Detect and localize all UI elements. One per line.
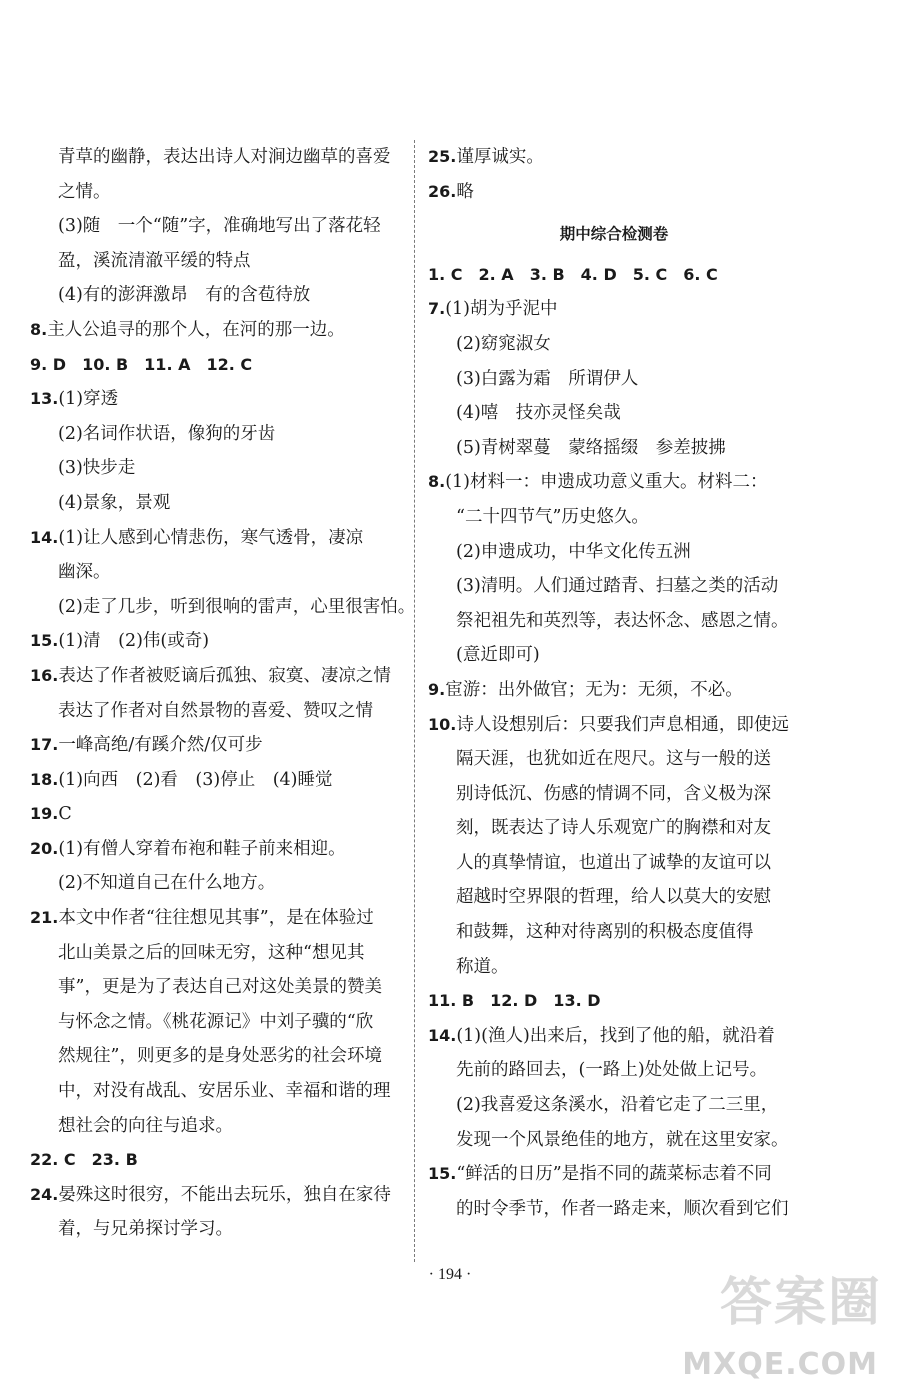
question-number: 8. xyxy=(428,472,446,492)
answer-line xyxy=(428,292,800,327)
answer-line xyxy=(30,244,410,279)
answer-text: “鲜活的日历”是指不同的蔬菜标志着不同 xyxy=(456,1164,772,1185)
answer-text: 一峰高绝/有蹊介然/仅可步 xyxy=(58,735,263,756)
answer-text: (2)窈窕淑女 xyxy=(456,333,551,354)
answer-text: (1)(渔人)出来后，找到了他的船，就沿着 xyxy=(456,1025,775,1046)
answer-text: 幽深。 xyxy=(58,562,111,583)
answer-text: 隔天涯，也犹如近在咫尺。这与一般的送 xyxy=(456,749,771,770)
answer-line xyxy=(30,1143,410,1178)
question-number: 17. xyxy=(30,735,59,755)
answer-line xyxy=(30,590,416,625)
answer-text: 别诗低沉、伤感的情调不同，含义极为深 xyxy=(456,783,771,804)
answer-line xyxy=(428,604,800,639)
answer-line xyxy=(428,915,800,950)
answer-line xyxy=(428,811,800,846)
question-number: 20. xyxy=(30,838,59,858)
answer-text: 青草的幽静，表达出诗人对涧边幽草的喜爱 xyxy=(58,147,391,167)
answer-line xyxy=(30,1109,410,1144)
answer-line xyxy=(30,659,410,694)
answer-text: 人的真挚情谊，也道出了诚挚的友谊可以 xyxy=(456,852,771,873)
answer-line xyxy=(30,140,410,175)
answer-line xyxy=(428,984,800,1019)
watermark-logo-text: 答案圈 xyxy=(719,1273,882,1333)
answer-line xyxy=(30,832,410,867)
left-column xyxy=(30,140,416,1247)
watermark-logo xyxy=(682,1264,882,1382)
answer-text: 谨厚诚实。 xyxy=(456,147,544,167)
answer-line xyxy=(428,673,800,708)
answer-text: 先前的路回去，(一路上)处处做上记号。 xyxy=(456,1060,768,1081)
answer-line xyxy=(30,348,410,383)
answer-line xyxy=(30,1212,410,1247)
answer-text: 22. C 23. B xyxy=(30,1150,138,1170)
answer-text: (4)有的澎湃激昂 有的含苞待放 xyxy=(58,285,311,306)
answer-text: 刻，既表达了诗人乐观宽广的胸襟和对友 xyxy=(456,818,771,839)
answer-text: 1. C 2. A 3. B 4. D 5. C 6. C xyxy=(428,264,718,284)
column-divider xyxy=(414,140,415,1262)
answer-text: (3)白露为霜 所谓伊人 xyxy=(456,368,639,389)
answer-line xyxy=(30,209,410,244)
answer-text: 想社会的向往与追求。 xyxy=(58,1115,233,1136)
question-number: 26. xyxy=(428,181,457,201)
answer-text: 之情。 xyxy=(58,181,111,202)
answer-text: 表达了作者对自然景物的喜爱、赞叹之情 xyxy=(58,700,373,721)
question-number: 7. xyxy=(428,299,446,319)
answer-line xyxy=(428,175,800,210)
question-number: 13. xyxy=(30,389,59,409)
answer-text: 宦游：出外做官；无为：无须，不必。 xyxy=(445,679,743,700)
answer-text: (3)清明。人们通过踏青、扫墓之类的活动 xyxy=(456,576,779,597)
answer-text: (1)向西 (2)看 (3)停止 (4)睡觉 xyxy=(58,769,333,790)
answer-text: (2)我喜爱这条溪水，沿着它走了二三里， xyxy=(456,1095,779,1116)
answer-line xyxy=(30,901,410,936)
answer-line xyxy=(30,555,410,590)
answer-line xyxy=(30,694,410,729)
question-number: 10. xyxy=(428,714,457,734)
answer-text: 与怀念之情。《桃花源记》中刘子骥的“欣 xyxy=(58,1011,374,1032)
answer-text: (4)景象，景观 xyxy=(58,492,171,513)
answer-line xyxy=(30,866,410,901)
answer-line xyxy=(428,950,800,985)
question-number: 9. xyxy=(428,679,446,699)
answer-text: 晏殊这时很穷，不能出去玩乐，独自在家待 xyxy=(58,1184,391,1205)
answer-text: 发现一个风景绝佳的地方，就在这里安家。 xyxy=(456,1129,789,1150)
answer-line xyxy=(30,970,410,1005)
answer-line xyxy=(428,535,800,570)
answer-text: 诗人设想别后：只要我们声息相通，即使远 xyxy=(456,714,789,735)
answer-line xyxy=(30,382,410,417)
answer-text: (意近即可) xyxy=(456,645,540,666)
answer-line xyxy=(30,1074,410,1109)
answer-text: (3)随 一个“随”字，准确地写出了落花轻 xyxy=(58,216,381,237)
answer-line xyxy=(428,1053,800,1088)
answer-line xyxy=(30,278,410,313)
answer-text: (4)嘻 技亦灵怪矣哉 xyxy=(456,403,621,424)
answer-text: (1)穿透 xyxy=(58,389,119,410)
answer-line xyxy=(428,140,800,175)
answer-text: (2)申遗成功，中华文化传五洲 xyxy=(456,541,691,562)
right-column-top xyxy=(428,140,800,209)
answer-line xyxy=(30,486,410,521)
answer-line xyxy=(428,327,800,362)
answer-line xyxy=(428,638,800,673)
answer-text: 事”，更是为了表达自己对这处美景的赞美 xyxy=(58,977,382,998)
answer-line xyxy=(428,569,800,604)
question-number: 24. xyxy=(30,1184,59,1204)
question-number: 14. xyxy=(428,1025,457,1045)
answer-line xyxy=(428,500,800,535)
answer-line xyxy=(428,846,800,881)
answer-line xyxy=(428,362,800,397)
answer-text: 和鼓舞，这种对待离别的积极态度值得 xyxy=(456,922,754,943)
watermark-url: MXQE.COM xyxy=(682,1347,878,1382)
page-number: · 194 · xyxy=(428,1266,472,1283)
answer-line xyxy=(30,1005,410,1040)
answer-text: 中，对没有战乱、安居乐业、幸福和谐的理 xyxy=(58,1081,391,1102)
answer-line xyxy=(428,1088,800,1123)
answer-line xyxy=(428,1157,800,1192)
question-number: 21. xyxy=(30,908,59,928)
answer-text: 11. B 12. D 13. D xyxy=(428,991,601,1011)
answer-text: 主人公追寻的那个人，在河的那一边。 xyxy=(47,319,345,340)
answer-text: C xyxy=(58,804,72,825)
answer-line xyxy=(428,1123,800,1158)
question-number: 25. xyxy=(428,147,457,166)
question-number: 15. xyxy=(30,631,59,651)
question-number: 16. xyxy=(30,665,59,685)
answer-line xyxy=(428,465,800,500)
answer-text: 着，与兄弟探讨学习。 xyxy=(58,1219,233,1240)
answer-line xyxy=(30,797,410,832)
answer-text: (5)青树翠蔓 蒙络摇缀 参差披拂 xyxy=(456,437,726,458)
answer-line xyxy=(30,175,410,210)
answer-line xyxy=(30,624,410,659)
answer-text: 盈，溪流清澈平缓的特点 xyxy=(58,250,251,271)
answer-line xyxy=(30,521,410,556)
answer-line xyxy=(30,1178,410,1213)
answer-text: 祭祀祖先和英烈等，表达怀念、感恩之情。 xyxy=(456,610,789,631)
answer-line xyxy=(428,396,800,431)
answer-text: 超越时空界限的哲理，给人以莫大的安慰 xyxy=(456,887,771,908)
answer-text: “二十四节气”历史悠久。 xyxy=(456,506,649,527)
answer-line xyxy=(428,258,800,293)
answer-text: 称道。 xyxy=(456,956,509,977)
answer-text: (1)让人感到心情悲伤，寒气透骨，凄凉 xyxy=(58,527,364,548)
answer-text: (1)有僧人穿着布袍和鞋子前来相迎。 xyxy=(58,838,346,859)
question-number: 14. xyxy=(30,527,59,547)
answer-line xyxy=(428,1019,800,1054)
answer-line xyxy=(30,417,410,452)
answer-line xyxy=(30,451,410,486)
question-number: 8. xyxy=(30,319,48,339)
question-number: 19. xyxy=(30,804,59,824)
right-column-main xyxy=(428,258,800,1227)
answer-text: 表达了作者被贬谪后孤独、寂寞、凄凉之情 xyxy=(58,665,391,686)
answer-text: (2)走了几步，听到很响的雷声，心里很害怕。 xyxy=(58,596,416,617)
answer-text: 然规往”，则更多的是身处恶劣的社会环境 xyxy=(58,1046,382,1067)
section-title: 期中综合检测卷 xyxy=(559,225,669,244)
answer-text: 北山美景之后的回味无穷，这种“想见其 xyxy=(58,942,365,963)
answer-line xyxy=(428,742,800,777)
question-number: 18. xyxy=(30,769,59,789)
answer-text: (2)名词作状语，像狗的牙齿 xyxy=(58,423,276,444)
question-number: 15. xyxy=(428,1164,457,1184)
answer-line xyxy=(428,777,800,812)
answer-text: 略 xyxy=(456,181,474,202)
answer-line xyxy=(30,936,410,971)
answer-line xyxy=(30,763,410,798)
answer-text: 9. D 10. B 11. A 12. C xyxy=(30,354,253,374)
answer-line xyxy=(428,880,800,915)
answer-line xyxy=(30,1039,410,1074)
answer-text: 的时令季节，作者一路走来，顺次看到它们 xyxy=(456,1198,789,1219)
answer-line xyxy=(30,313,410,348)
answer-text: 本文中作者“往往想见其事”，是在体验过 xyxy=(58,908,374,929)
right-column xyxy=(428,140,800,1226)
answer-line xyxy=(428,1192,800,1227)
answer-text: (1)材料一：申遗成功意义重大。材料二： xyxy=(445,472,768,493)
answer-line xyxy=(428,708,800,743)
answer-line xyxy=(428,431,800,466)
answer-text: (2)不知道自己在什么地方。 xyxy=(58,873,276,894)
answer-text: (1)胡为乎泥中 xyxy=(445,299,558,320)
answer-text: (3)快步走 xyxy=(58,458,136,479)
answer-text: (1)清 (2)伟(或奇) xyxy=(58,631,210,652)
answer-line xyxy=(30,728,410,763)
